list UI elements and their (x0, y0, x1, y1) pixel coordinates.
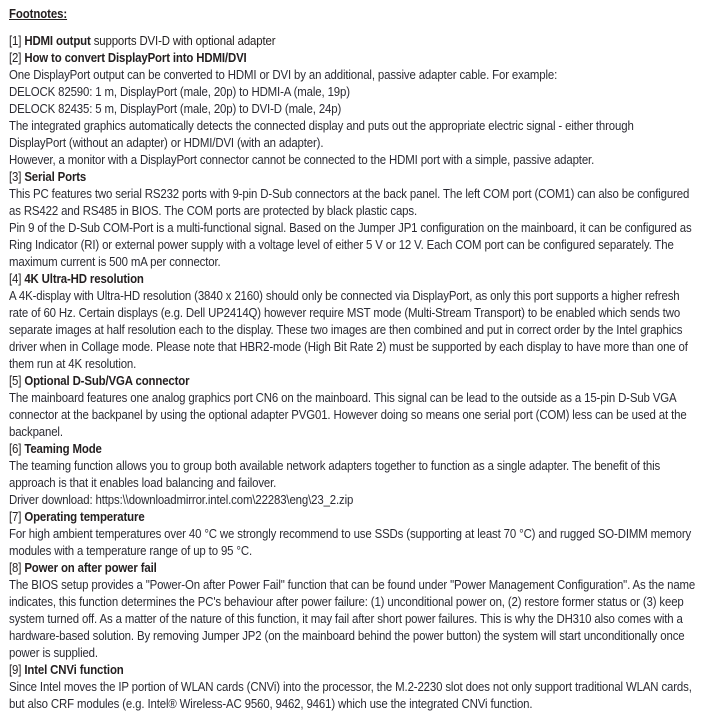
footnote-body-line: hardware-based solution. By removing Jumper JP2 (on the mainboard behind the power button) the system will start unconditionally once (9, 629, 685, 643)
footnote-heading (9, 169, 636, 186)
footnote-1 (9, 33, 695, 50)
footnote-body-line: power is supplied. (9, 646, 98, 660)
footnote-body (9, 679, 695, 713)
footnote-body-line: approach is that it enables load balancing and failover. (9, 476, 277, 490)
footnote-body-line: them run at 4K resolution. (9, 357, 137, 371)
footnote-body (9, 288, 695, 373)
footnote-body-line: system turned off. As a matter of the nature of this function, it may fail after short power failures. This is why the DH310 also comes with a (9, 612, 683, 626)
footnote-heading-text: Intel CNVi function (24, 663, 124, 677)
footnote-heading-text: Serial Ports (24, 170, 87, 184)
footnote-heading (9, 373, 636, 390)
footnote-heading-text: Operating temperature (24, 510, 145, 524)
footnote-body (9, 186, 695, 271)
footnote-body-line: The mainboard features one analog graphics port CN6 on the mainboard. This signal can be lead to the outside as a 15-pin D-Sub VGA (9, 391, 677, 405)
footnote-marker: [5] (9, 374, 22, 388)
footnote-body-line: but also CRF modules (e.g. Intel® Wireless-AC 9560, 9462, 9461) which use the integrated CNVi function. (9, 697, 533, 711)
footnote-body-line: maximum current is 500 mA per connector. (9, 255, 221, 269)
footnote-2 (9, 50, 695, 169)
footnote-body-line: as RS422 and RS485 in BIOS. The COM ports are protected by black plastic caps. (9, 204, 417, 218)
footnotes-list (9, 33, 695, 713)
footnote-3 (9, 169, 695, 271)
footnote-6 (9, 441, 695, 509)
footnote-body (9, 390, 695, 441)
footnote-body-line: Pin 9 of the D-Sub COM-Port is a multi-functional signal. Based on the Jumper JP1 configuration on the mainboard, it can be configured as (9, 221, 692, 235)
footnote-body-line: One DisplayPort output can be converted to HDMI or DVI by an additional, passive adapter cable. For example: (9, 68, 558, 82)
footnote-body-line: This PC features two serial RS232 ports with 9-pin D-Sub connectors at the back panel. The left COM port (COM1) can also be configured (9, 187, 690, 201)
footnote-body-line: DELOCK 82435: 5 m, DisplayPort (male, 20p) to DVI-D (male, 24p) (9, 102, 342, 116)
footnote-marker: [2] (9, 51, 22, 65)
footnote-body-line: The teaming function allows you to group both available network adapters together to function as a single adapter. The benefit of this (9, 459, 661, 473)
footnote-body-line: Driver download: https:\\downloadmirror.intel.com\22283\eng\23_2.zip (9, 493, 354, 507)
footnote-heading (9, 33, 636, 50)
footnote-body-line: The integrated graphics automatically detects the connected display and puts out the appropriate electric signal - either through (9, 119, 634, 133)
footnote-body-line: A 4K-display with Ultra-HD resolution (3840 x 2160) should only be connected via DisplayPort, as only this port supports a higher refresh (9, 289, 680, 303)
footnote-body (9, 458, 695, 509)
footnote-heading-trailing-text: supports DVI-D with optional adapter (90, 34, 276, 48)
footnote-heading-text: Power on after power fail (24, 561, 157, 575)
footnote-marker: [8] (9, 561, 22, 575)
footnote-heading-text: Teaming Mode (24, 442, 102, 456)
footnote-body-line: connector at the backpanel by using the optional adapter PVG01. However doing so means one serial port (COM) less can be used at the (9, 408, 687, 422)
footnote-body-line: However, a monitor with a DisplayPort connector cannot be connected to the HDMI port with a simple, passive adapter. (9, 153, 595, 167)
footnote-heading (9, 271, 636, 288)
footnote-marker: [9] (9, 663, 22, 677)
footnote-8 (9, 560, 695, 662)
footnote-body-line: DELOCK 82590: 1 m, DisplayPort (male, 20p) to HDMI-A (male, 19p) (9, 85, 350, 99)
footnote-marker: [3] (9, 170, 22, 184)
footnote-5 (9, 373, 695, 441)
footnote-heading (9, 560, 636, 577)
footnote-heading-text: How to convert DisplayPort into HDMI/DVI (24, 51, 247, 65)
footnote-body-line: DisplayPort (without an adapter) or HDMI/DVI (with an adapter). (9, 136, 324, 150)
footnote-body (9, 577, 695, 662)
footnote-heading-text: Optional D-Sub/VGA connector (24, 374, 190, 388)
footnote-body-line: separate images at half resolution each to the display. These two images are then combined and put in correct order by the Intel graphics (9, 323, 683, 337)
footnote-heading (9, 50, 636, 67)
footnote-marker: [4] (9, 272, 22, 286)
footnote-body (9, 67, 695, 169)
footnote-9 (9, 662, 695, 713)
footnote-4 (9, 271, 695, 373)
footnote-marker: [1] (9, 34, 22, 48)
footnote-body-line: modules with a temperature range of up to 95 °C. (9, 544, 252, 558)
footnote-body-line: indicates, this function determines the PC's behaviour after power failure: (1) unconditional power on, (2) restore former status or (3) keep (9, 595, 684, 609)
footnote-body-line: For high ambient temperatures over 40 °C we strongly recommend to use SSDs (supporting at least 70 °C) and rugged SO-DIMM memory (9, 527, 692, 541)
footnote-heading-text: HDMI output (24, 34, 91, 48)
footnote-body-line: rate of 60 Hz. Certain displays (e.g. Dell UP2414Q) however require MST mode (Multi-Stream Transport) to be enabled which sends two (9, 306, 681, 320)
footnote-body-line: The BIOS setup provides a "Power-On after Power Fail" function that can be found under "Power Management Configuration". As the name (9, 578, 696, 592)
footnote-body-line: Ring Indicator (RI) or external power supply with a voltage level of either 5 V or 12 V. Each COM port can be configured separately. The (9, 238, 674, 252)
footnote-heading (9, 441, 636, 458)
footnote-body (9, 526, 695, 560)
footnote-body-line: Since Intel moves the IP portion of WLAN cards (CNVi) into the processor, the M.2-2230 slot does not only support traditional WLAN cards, (9, 680, 692, 694)
footnote-heading (9, 662, 636, 679)
footnote-heading-text: 4K Ultra-HD resolution (24, 272, 144, 286)
footnote-body-line: backpanel. (9, 425, 63, 439)
footnote-7 (9, 509, 695, 560)
footnote-heading (9, 509, 636, 526)
footnote-marker: [6] (9, 442, 22, 456)
footnote-marker: [7] (9, 510, 22, 524)
footnote-body-line: driver when in Collage mode. Please note that HBR2-mode (High Bit Rate 2) must be supported by each display to have more than one of (9, 340, 688, 354)
page-title: Footnotes: (9, 7, 68, 21)
